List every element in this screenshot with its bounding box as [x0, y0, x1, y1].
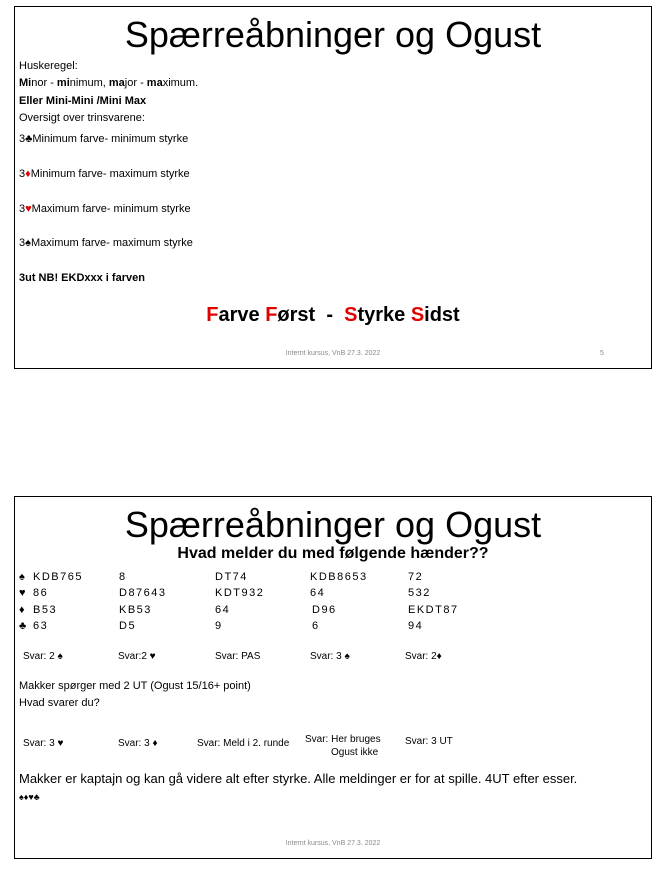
- answer: Svar: 3 ♦: [118, 738, 158, 749]
- hand-cell: 6: [312, 620, 320, 632]
- memo-label: Huskeregel:: [19, 60, 78, 72]
- spade-icon: ♠: [25, 237, 31, 249]
- club-icon: ♣: [25, 133, 33, 145]
- what-answer: Hvad svarer du?: [19, 697, 100, 709]
- hand-cell: D96: [312, 604, 337, 616]
- spade-icon: ♠: [19, 571, 27, 583]
- step-text: Minimum farve- minimum styrke: [32, 133, 189, 145]
- hand-cell: KB53: [119, 604, 152, 616]
- slogan-segment: ørst -: [277, 304, 345, 326]
- hand-cell: EKDT87: [408, 604, 459, 616]
- memo-segment: ma: [146, 77, 163, 89]
- step-level: 3: [19, 203, 26, 215]
- slogan-segment: arve: [218, 304, 266, 326]
- step-diamonds: [19, 167, 190, 181]
- slide-footer: Internt kursus, VnB 27.3. 2022: [285, 840, 381, 847]
- answer: Svar:2 ♥: [118, 651, 156, 662]
- diamond-icon: ♦: [19, 604, 27, 616]
- answer: Svar: PAS: [215, 651, 261, 662]
- hand-cell: D87643: [119, 587, 167, 599]
- slogan-segment: S: [344, 304, 358, 326]
- memo-segment: ximum.: [162, 77, 199, 89]
- slogan-segment: F: [206, 304, 219, 326]
- slide-footer: Internt kursus, VnB 27.3. 2022: [285, 350, 381, 357]
- overview-label: Oversigt over trinsvarene:: [19, 112, 145, 124]
- hand-cell: KDB765: [33, 571, 83, 583]
- step-hearts: [19, 202, 191, 216]
- step-text: Maximum farve- maximum styrke: [30, 237, 193, 249]
- answer: Svar: 3 ♠: [310, 651, 350, 662]
- memo-segment: ma: [108, 77, 125, 89]
- slogan-segment: F: [265, 304, 278, 326]
- answer: Svar: 3 ♥: [23, 738, 64, 749]
- page-number: 5: [600, 350, 604, 357]
- hand-cell: 532: [408, 587, 431, 599]
- suits-line: ♠♦♥♣: [19, 792, 40, 802]
- memo-segment: mi: [56, 77, 70, 89]
- step-spades: [19, 236, 193, 250]
- step-level: 3: [19, 168, 26, 180]
- answer: Svar: 2 ♠: [23, 651, 63, 662]
- answer-continued: Ogust ikke: [331, 747, 379, 758]
- slide-5: [14, 6, 652, 369]
- memo-segment: nor -: [31, 77, 57, 89]
- slide-title: Spærreåbninger og Ogust: [124, 504, 542, 545]
- answer: Svar: 2♦: [405, 651, 442, 662]
- answer: Svar: Her bruges: [305, 734, 381, 745]
- answer: Svar: 3 UT: [405, 736, 453, 747]
- hand-cell: 72: [408, 571, 424, 583]
- slogan-segment: idst: [424, 304, 460, 326]
- hand-cell: D5: [119, 620, 137, 632]
- hand-cell: 8: [119, 571, 127, 583]
- heart-icon: ♥: [19, 587, 28, 599]
- heart-icon: ♥: [25, 203, 32, 215]
- captain-text: Makker er kaptajn og kan gå videre alt efter styrke. Alle meldinger er for at spille. 4UT efter esser.: [19, 771, 578, 786]
- club-icon: ♣: [19, 620, 28, 632]
- hand-cell: 94: [408, 620, 424, 632]
- hand-cell: KDB8653: [310, 571, 368, 583]
- hand-cell: 64: [215, 604, 231, 616]
- memo-segment: jor -: [124, 77, 147, 89]
- memo-segment: Mi: [19, 77, 32, 89]
- question-heading: Hvad melder du med følgende hænder??: [177, 545, 489, 562]
- step-clubs: [19, 132, 188, 146]
- answer: Svar: Meld i 2. runde: [197, 738, 290, 749]
- partner-asks: Makker spørger med 2 UT (Ogust 15/16+ point): [19, 680, 251, 692]
- slogan: [15, 303, 651, 327]
- slogan-segment: tyrke: [357, 304, 411, 326]
- slide-title: Spærreåbninger og Ogust: [124, 14, 542, 55]
- hand-cell: 9: [215, 620, 223, 632]
- step-level: 3: [19, 133, 26, 145]
- hand-cell: 64: [310, 587, 326, 599]
- memo-line: [19, 76, 198, 90]
- hand-cell: DT74: [215, 571, 248, 583]
- hand-cell: 86: [33, 587, 49, 599]
- hand-cell: KDT932: [215, 587, 265, 599]
- step-level: 3: [19, 237, 26, 249]
- step-text: Maximum farve- minimum styrke: [31, 203, 191, 215]
- nb-note: 3ut NB! EKDxxx i farven: [19, 272, 145, 284]
- slogan-segment: S: [410, 304, 425, 326]
- hand-cell: B53: [33, 604, 58, 616]
- diamond-icon: ♦: [25, 168, 31, 180]
- memo-segment: nimum,: [69, 77, 109, 89]
- step-text: Minimum farve- maximum styrke: [30, 168, 190, 180]
- hand-cell: 63: [33, 620, 49, 632]
- alt-rule: Eller Mini-Mini /Mini Max: [19, 95, 147, 107]
- slide-6: [14, 496, 652, 859]
